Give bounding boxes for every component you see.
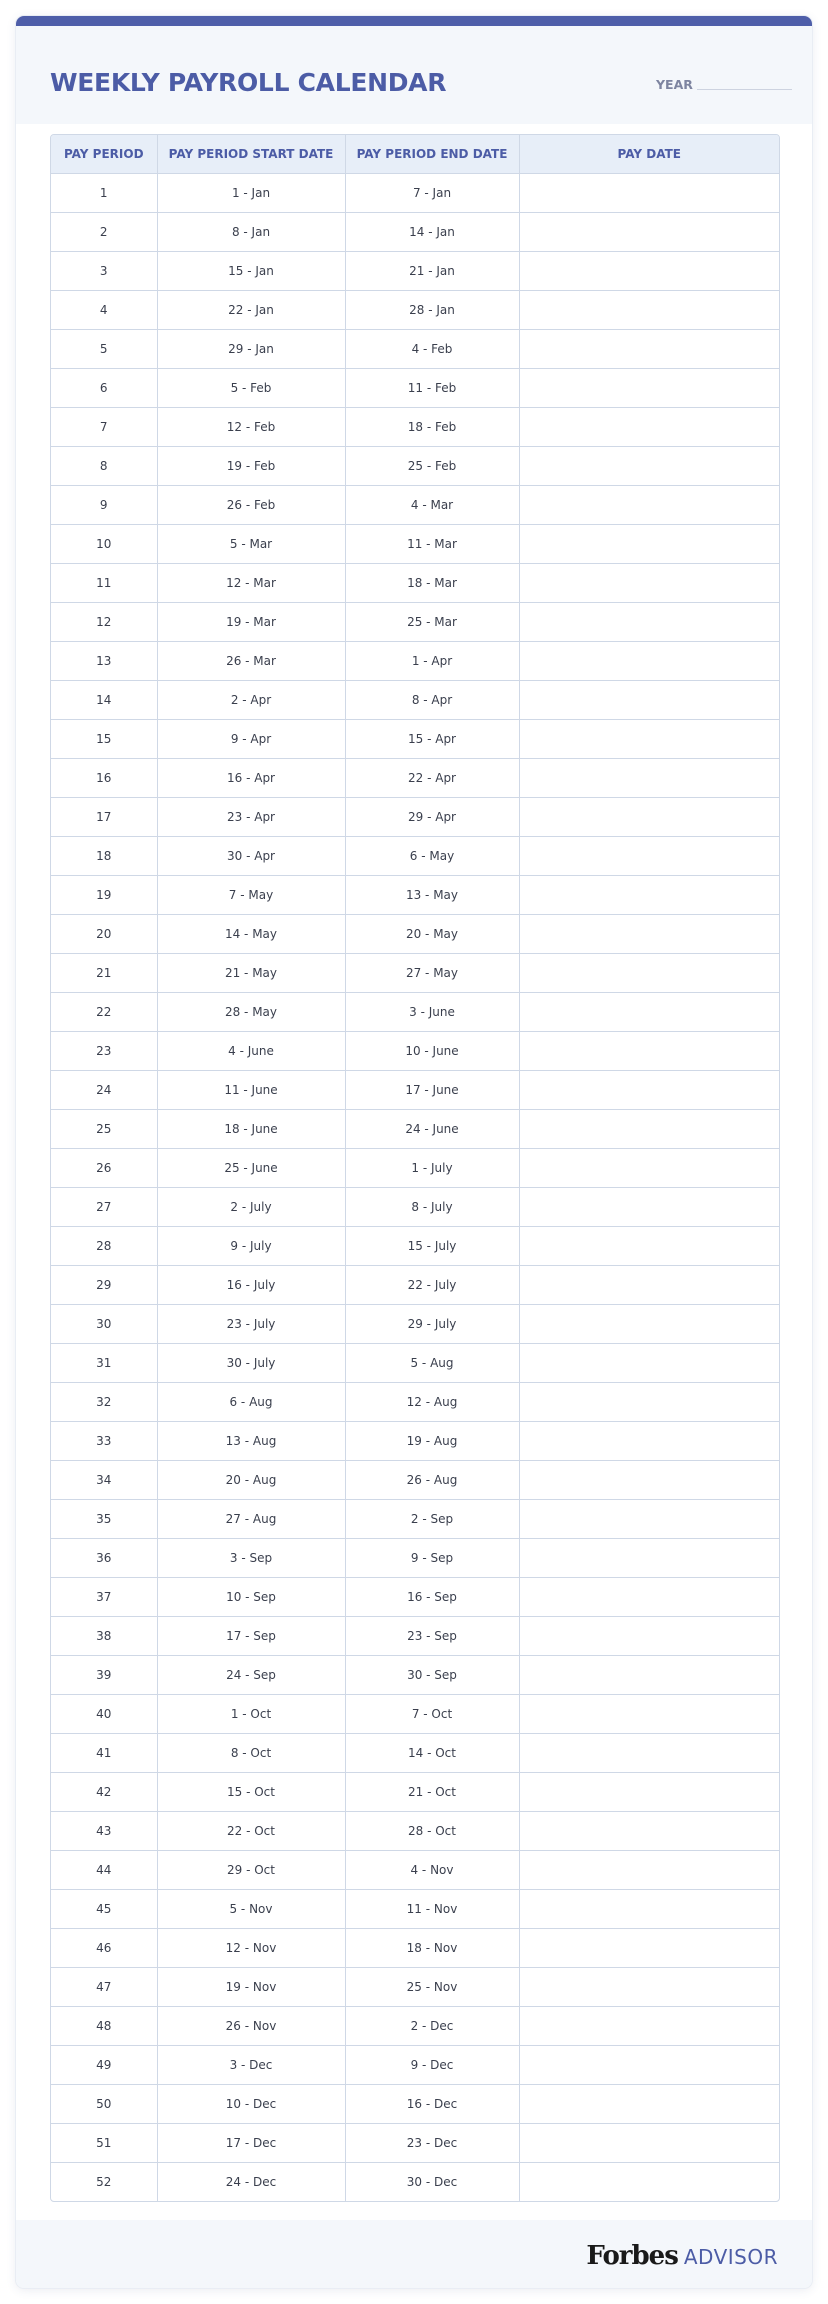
start-date-cell: 25 - June [157,1149,345,1188]
pay-date-cell[interactable] [519,1305,779,1344]
pay-date-cell[interactable] [519,2124,779,2163]
table-row [51,1422,779,1461]
pay-period-cell: 8 [51,447,157,486]
start-date-cell: 26 - Feb [157,486,345,525]
pay-period-cell: 39 [51,1656,157,1695]
pay-date-cell[interactable] [519,564,779,603]
end-date-cell: 13 - May [345,876,519,915]
pay-period-cell: 26 [51,1149,157,1188]
pay-date-cell[interactable] [519,1071,779,1110]
start-date-cell: 23 - July [157,1305,345,1344]
table-row [51,837,779,876]
payroll-table [51,135,779,2201]
end-date-cell: 17 - June [345,1071,519,1110]
pay-date-cell[interactable] [519,837,779,876]
end-date-cell: 8 - Apr [345,681,519,720]
pay-period-cell: 1 [51,174,157,213]
start-date-cell: 24 - Dec [157,2163,345,2202]
end-date-cell: 30 - Dec [345,2163,519,2202]
end-date-cell: 5 - Aug [345,1344,519,1383]
pay-period-cell: 43 [51,1812,157,1851]
table-row [51,408,779,447]
table-row [51,1149,779,1188]
end-date-cell: 9 - Sep [345,1539,519,1578]
column-header-start-date: PAY PERIOD START DATE [157,135,345,174]
pay-period-cell: 15 [51,720,157,759]
table-row [51,1110,779,1149]
start-date-cell: 17 - Dec [157,2124,345,2163]
start-date-cell: 15 - Jan [157,252,345,291]
pay-period-cell: 50 [51,2085,157,2124]
pay-period-cell: 12 [51,603,157,642]
end-date-cell: 25 - Nov [345,1968,519,2007]
table-row [51,1929,779,1968]
start-date-cell: 18 - June [157,1110,345,1149]
end-date-cell: 7 - Oct [345,1695,519,1734]
pay-date-cell[interactable] [519,1422,779,1461]
end-date-cell: 11 - Mar [345,525,519,564]
page-header [16,26,812,124]
end-date-cell: 29 - July [345,1305,519,1344]
start-date-cell: 28 - May [157,993,345,1032]
table-row [51,174,779,213]
table-body [51,174,779,2202]
end-date-cell: 18 - Nov [345,1929,519,1968]
end-date-cell: 20 - May [345,915,519,954]
table-row [51,1461,779,1500]
table-row [51,330,779,369]
end-date-cell: 27 - May [345,954,519,993]
pay-date-cell[interactable] [519,1461,779,1500]
logo-advisor-text: ADVISOR [683,2245,778,2269]
start-date-cell: 9 - Apr [157,720,345,759]
end-date-cell: 6 - May [345,837,519,876]
end-date-cell: 2 - Dec [345,2007,519,2046]
pay-period-cell: 48 [51,2007,157,2046]
pay-period-cell: 40 [51,1695,157,1734]
pay-period-cell: 28 [51,1227,157,1266]
end-date-cell: 2 - Sep [345,1500,519,1539]
start-date-cell: 3 - Sep [157,1539,345,1578]
end-date-cell: 9 - Dec [345,2046,519,2085]
end-date-cell: 4 - Feb [345,330,519,369]
table-row [51,369,779,408]
table-row [51,2163,779,2202]
pay-period-cell: 18 [51,837,157,876]
pay-period-cell: 13 [51,642,157,681]
table-row [51,603,779,642]
start-date-cell: 19 - Nov [157,1968,345,2007]
pay-date-cell[interactable] [519,174,779,213]
pay-period-cell: 10 [51,525,157,564]
page-footer [16,2220,812,2288]
table-row [51,759,779,798]
pay-period-cell: 22 [51,993,157,1032]
end-date-cell: 10 - June [345,1032,519,1071]
end-date-cell: 14 - Oct [345,1734,519,1773]
table-row [51,564,779,603]
pay-date-cell[interactable] [519,1695,779,1734]
year-label: YEAR [656,77,693,92]
start-date-cell: 7 - May [157,876,345,915]
table-row [51,291,779,330]
table-header-row [51,135,779,174]
pay-period-cell: 33 [51,1422,157,1461]
end-date-cell: 11 - Nov [345,1890,519,1929]
end-date-cell: 22 - Apr [345,759,519,798]
pay-period-cell: 2 [51,213,157,252]
end-date-cell: 1 - July [345,1149,519,1188]
pay-period-cell: 49 [51,2046,157,2085]
pay-period-cell: 44 [51,1851,157,1890]
year-field[interactable] [697,89,792,90]
pay-date-cell[interactable] [519,1344,779,1383]
pay-date-cell[interactable] [519,1617,779,1656]
table-row [51,1578,779,1617]
pay-date-cell[interactable] [519,1656,779,1695]
table-row [51,1344,779,1383]
pay-date-cell[interactable] [519,1539,779,1578]
end-date-cell: 4 - Mar [345,486,519,525]
pay-date-cell[interactable] [519,369,779,408]
pay-date-cell[interactable] [519,1851,779,1890]
end-date-cell: 28 - Jan [345,291,519,330]
start-date-cell: 2 - July [157,1188,345,1227]
pay-period-cell: 37 [51,1578,157,1617]
end-date-cell: 23 - Dec [345,2124,519,2163]
end-date-cell: 29 - Apr [345,798,519,837]
start-date-cell: 22 - Oct [157,1812,345,1851]
start-date-cell: 15 - Oct [157,1773,345,1812]
table-row [51,1227,779,1266]
start-date-cell: 16 - July [157,1266,345,1305]
forbes-advisor-logo [586,2241,778,2271]
pay-date-cell[interactable] [519,2163,779,2202]
start-date-cell: 12 - Nov [157,1929,345,1968]
pay-period-cell: 38 [51,1617,157,1656]
pay-date-cell[interactable] [519,681,779,720]
start-date-cell: 21 - May [157,954,345,993]
start-date-cell: 8 - Oct [157,1734,345,1773]
pay-date-cell[interactable] [519,1968,779,2007]
start-date-cell: 20 - Aug [157,1461,345,1500]
start-date-cell: 3 - Dec [157,2046,345,2085]
start-date-cell: 2 - Apr [157,681,345,720]
start-date-cell: 26 - Mar [157,642,345,681]
end-date-cell: 26 - Aug [345,1461,519,1500]
end-date-cell: 15 - July [345,1227,519,1266]
table-row [51,642,779,681]
start-date-cell: 17 - Sep [157,1617,345,1656]
start-date-cell: 14 - May [157,915,345,954]
end-date-cell: 7 - Jan [345,174,519,213]
start-date-cell: 1 - Oct [157,1695,345,1734]
pay-date-cell[interactable] [519,330,779,369]
pay-period-cell: 24 [51,1071,157,1110]
table-row [51,993,779,1032]
table-row [51,915,779,954]
pay-date-cell[interactable] [519,993,779,1032]
accent-bar [16,16,812,26]
pay-period-cell: 52 [51,2163,157,2202]
column-header-pay-date: PAY DATE [519,135,779,174]
start-date-cell: 12 - Mar [157,564,345,603]
end-date-cell: 12 - Aug [345,1383,519,1422]
table-row [51,1851,779,1890]
start-date-cell: 30 - July [157,1344,345,1383]
pay-date-cell[interactable] [519,1890,779,1929]
start-date-cell: 26 - Nov [157,2007,345,2046]
start-date-cell: 5 - Mar [157,525,345,564]
end-date-cell: 19 - Aug [345,1422,519,1461]
table-row [51,2085,779,2124]
pay-period-cell: 16 [51,759,157,798]
start-date-cell: 8 - Jan [157,213,345,252]
table-row [51,525,779,564]
pay-period-cell: 20 [51,915,157,954]
end-date-cell: 18 - Mar [345,564,519,603]
pay-period-cell: 21 [51,954,157,993]
table-row [51,1773,779,1812]
pay-period-cell: 23 [51,1032,157,1071]
table-row [51,1266,779,1305]
end-date-cell: 25 - Mar [345,603,519,642]
start-date-cell: 24 - Sep [157,1656,345,1695]
pay-date-cell[interactable] [519,1734,779,1773]
page-title: WEEKLY PAYROLL CALENDAR [50,68,447,97]
payroll-table-container [50,134,780,2202]
pay-date-cell[interactable] [519,1812,779,1851]
pay-period-cell: 51 [51,2124,157,2163]
table-row [51,1539,779,1578]
pay-date-cell[interactable] [519,1149,779,1188]
start-date-cell: 12 - Feb [157,408,345,447]
table-row [51,1383,779,1422]
table-row [51,720,779,759]
pay-date-cell[interactable] [519,1227,779,1266]
pay-date-cell[interactable] [519,1383,779,1422]
pay-period-cell: 14 [51,681,157,720]
end-date-cell: 22 - July [345,1266,519,1305]
table-row [51,1032,779,1071]
end-date-cell: 11 - Feb [345,369,519,408]
pay-period-cell: 6 [51,369,157,408]
table-row [51,2046,779,2085]
table-row [51,486,779,525]
pay-date-cell[interactable] [519,642,779,681]
pay-date-cell[interactable] [519,1773,779,1812]
table-row [51,798,779,837]
table-row [51,1695,779,1734]
table-row [51,1656,779,1695]
start-date-cell: 10 - Dec [157,2085,345,2124]
pay-period-cell: 17 [51,798,157,837]
pay-period-cell: 4 [51,291,157,330]
start-date-cell: 5 - Feb [157,369,345,408]
start-date-cell: 29 - Jan [157,330,345,369]
pay-date-cell[interactable] [519,486,779,525]
start-date-cell: 23 - Apr [157,798,345,837]
table-row [51,1968,779,2007]
end-date-cell: 24 - June [345,1110,519,1149]
pay-date-cell[interactable] [519,1032,779,1071]
pay-date-cell[interactable] [519,1110,779,1149]
pay-period-cell: 36 [51,1539,157,1578]
pay-period-cell: 35 [51,1500,157,1539]
table-row [51,1305,779,1344]
pay-date-cell[interactable] [519,1266,779,1305]
start-date-cell: 6 - Aug [157,1383,345,1422]
pay-period-cell: 45 [51,1890,157,1929]
end-date-cell: 25 - Feb [345,447,519,486]
table-row [51,954,779,993]
pay-period-cell: 34 [51,1461,157,1500]
pay-period-cell: 7 [51,408,157,447]
start-date-cell: 16 - Apr [157,759,345,798]
pay-date-cell[interactable] [519,447,779,486]
pay-period-cell: 31 [51,1344,157,1383]
start-date-cell: 19 - Mar [157,603,345,642]
table-row [51,876,779,915]
pay-date-cell[interactable] [519,291,779,330]
pay-period-cell: 47 [51,1968,157,2007]
pay-date-cell[interactable] [519,603,779,642]
end-date-cell: 8 - July [345,1188,519,1227]
pay-date-cell[interactable] [519,2085,779,2124]
start-date-cell: 30 - Apr [157,837,345,876]
pay-period-cell: 5 [51,330,157,369]
table-row [51,1734,779,1773]
pay-period-cell: 11 [51,564,157,603]
start-date-cell: 29 - Oct [157,1851,345,1890]
table-row [51,2124,779,2163]
pay-date-cell[interactable] [519,915,779,954]
start-date-cell: 27 - Aug [157,1500,345,1539]
start-date-cell: 22 - Jan [157,291,345,330]
end-date-cell: 16 - Dec [345,2085,519,2124]
pay-period-cell: 46 [51,1929,157,1968]
pay-date-cell[interactable] [519,252,779,291]
end-date-cell: 1 - Apr [345,642,519,681]
end-date-cell: 16 - Sep [345,1578,519,1617]
start-date-cell: 11 - June [157,1071,345,1110]
end-date-cell: 21 - Oct [345,1773,519,1812]
pay-period-cell: 27 [51,1188,157,1227]
pay-period-cell: 41 [51,1734,157,1773]
pay-date-cell[interactable] [519,1500,779,1539]
table-row [51,1890,779,1929]
end-date-cell: 14 - Jan [345,213,519,252]
pay-date-cell[interactable] [519,1929,779,1968]
pay-period-cell: 32 [51,1383,157,1422]
table-row [51,252,779,291]
pay-period-cell: 3 [51,252,157,291]
pay-date-cell[interactable] [519,1188,779,1227]
end-date-cell: 3 - June [345,993,519,1032]
pay-period-cell: 30 [51,1305,157,1344]
pay-date-cell[interactable] [519,876,779,915]
pay-date-cell[interactable] [519,759,779,798]
payroll-calendar-card [16,16,812,2288]
end-date-cell: 23 - Sep [345,1617,519,1656]
end-date-cell: 21 - Jan [345,252,519,291]
column-header-pay-period: PAY PERIOD [51,135,157,174]
pay-date-cell[interactable] [519,1578,779,1617]
pay-date-cell[interactable] [519,408,779,447]
end-date-cell: 28 - Oct [345,1812,519,1851]
start-date-cell: 5 - Nov [157,1890,345,1929]
pay-period-cell: 19 [51,876,157,915]
start-date-cell: 4 - June [157,1032,345,1071]
table-row [51,1617,779,1656]
table-row [51,447,779,486]
start-date-cell: 13 - Aug [157,1422,345,1461]
column-header-end-date: PAY PERIOD END DATE [345,135,519,174]
end-date-cell: 30 - Sep [345,1656,519,1695]
table-row [51,1500,779,1539]
table-row [51,1812,779,1851]
end-date-cell: 4 - Nov [345,1851,519,1890]
pay-date-cell[interactable] [519,2046,779,2085]
table-row [51,1188,779,1227]
end-date-cell: 18 - Feb [345,408,519,447]
table-row [51,681,779,720]
pay-period-cell: 42 [51,1773,157,1812]
pay-date-cell[interactable] [519,525,779,564]
start-date-cell: 19 - Feb [157,447,345,486]
pay-date-cell[interactable] [519,720,779,759]
start-date-cell: 1 - Jan [157,174,345,213]
table-row [51,2007,779,2046]
end-date-cell: 15 - Apr [345,720,519,759]
start-date-cell: 10 - Sep [157,1578,345,1617]
pay-period-cell: 29 [51,1266,157,1305]
pay-date-cell[interactable] [519,798,779,837]
table-row [51,1071,779,1110]
table-row [51,213,779,252]
start-date-cell: 9 - July [157,1227,345,1266]
pay-date-cell[interactable] [519,954,779,993]
logo-forbes-text: Forbes [586,2241,678,2271]
pay-date-cell[interactable] [519,2007,779,2046]
pay-date-cell[interactable] [519,213,779,252]
pay-period-cell: 25 [51,1110,157,1149]
pay-period-cell: 9 [51,486,157,525]
